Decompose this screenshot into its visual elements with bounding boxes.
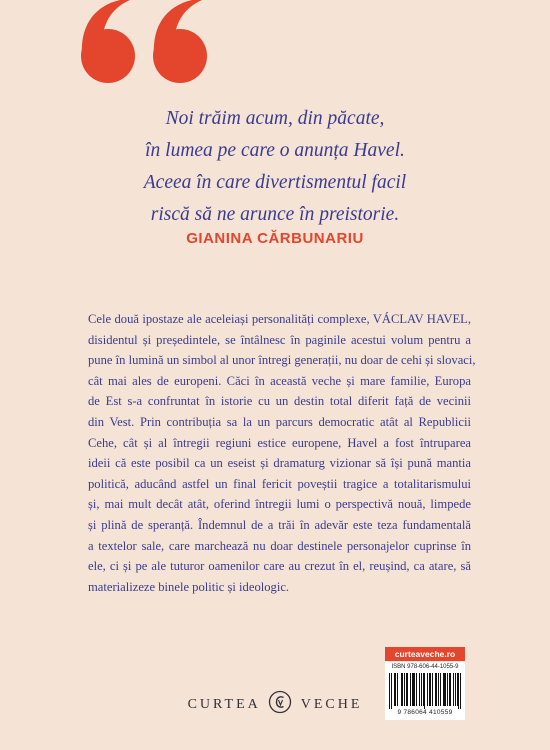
publisher-name-left: CURTEA bbox=[187, 697, 260, 713]
quote-line: riscă să ne arunce în preistorie. bbox=[150, 204, 400, 225]
pull-quote bbox=[0, 103, 550, 231]
barcode-icon bbox=[389, 673, 461, 709]
publisher-logo bbox=[0, 696, 550, 714]
blurb-line: a textelor sale, care marchează nu doar destinele personajelor cuprinse în bbox=[88, 538, 471, 553]
quote-line: în lumea pe care o anunța Havel. bbox=[145, 140, 405, 161]
blurb-line: ele, ci și pe ale tuturor oamenilor care au crezut în el, reușind, ca atare, să bbox=[88, 559, 471, 574]
publisher-emblem-icon bbox=[268, 690, 292, 714]
blurb-line: și plină de speranță. Îndemnul de a trăi în adevăr este teza fundamentală bbox=[88, 517, 471, 532]
blurb-line: Cehe, cât și al întregii regiuni estice europene, Havel a fost întruparea bbox=[88, 435, 471, 450]
blurb-line: și, mai mult decât atât, oferind întregii lumi o perspectivă nouă, limpede bbox=[88, 497, 471, 512]
quote-author: GIANINA CĂRBUNARIU bbox=[186, 230, 364, 247]
publisher-name-right: VECHE bbox=[300, 697, 363, 713]
blurb-line: politică, aducând astfel un final fericit poveștii tragice a totalitarismului bbox=[88, 476, 471, 491]
quote-line: Aceea în care divertismentul facil bbox=[143, 172, 407, 193]
blurb-line: pune în lumină un simbol al unor întregi generații, nu doar de cehi și slovaci, bbox=[88, 353, 476, 368]
isbn-text: ISBN 978-606-44-1055-9 bbox=[391, 664, 459, 670]
blurb-line: disidentul și președintele, se întâlnesc în paginile acestui volum pentru a bbox=[88, 332, 471, 347]
blurb-line: materializeze binele politic și ideologic. bbox=[88, 579, 290, 594]
blurb-line: din Vest. Prin contribuția sa la un parcurs democratic atât al Republicii bbox=[88, 414, 471, 429]
blurb-line: cât mai ales de europeni. Căci în această veche și mare familie, Europa bbox=[88, 373, 471, 388]
quote-line: Noi trăim acum, din păcate, bbox=[165, 108, 385, 129]
quotation-mark-icon bbox=[78, 0, 218, 86]
blurb-line: de Est s-a confruntat în istorie cu un destin total diferit față de vecinii bbox=[88, 394, 471, 409]
barcode-number: 9 786064 410559 bbox=[397, 709, 453, 716]
website-label: curteaveche.ro bbox=[385, 647, 465, 661]
blurb-line: ideii că este posibil ca un eseist și dramaturg vizionar să își pună mantia bbox=[88, 456, 471, 471]
blurb-line: Cele două ipostaze ale aceleiași personalități complexe, VÁCLAV HAVEL, bbox=[88, 312, 471, 326]
book-blurb bbox=[88, 309, 476, 597]
barcode-panel bbox=[385, 662, 465, 720]
